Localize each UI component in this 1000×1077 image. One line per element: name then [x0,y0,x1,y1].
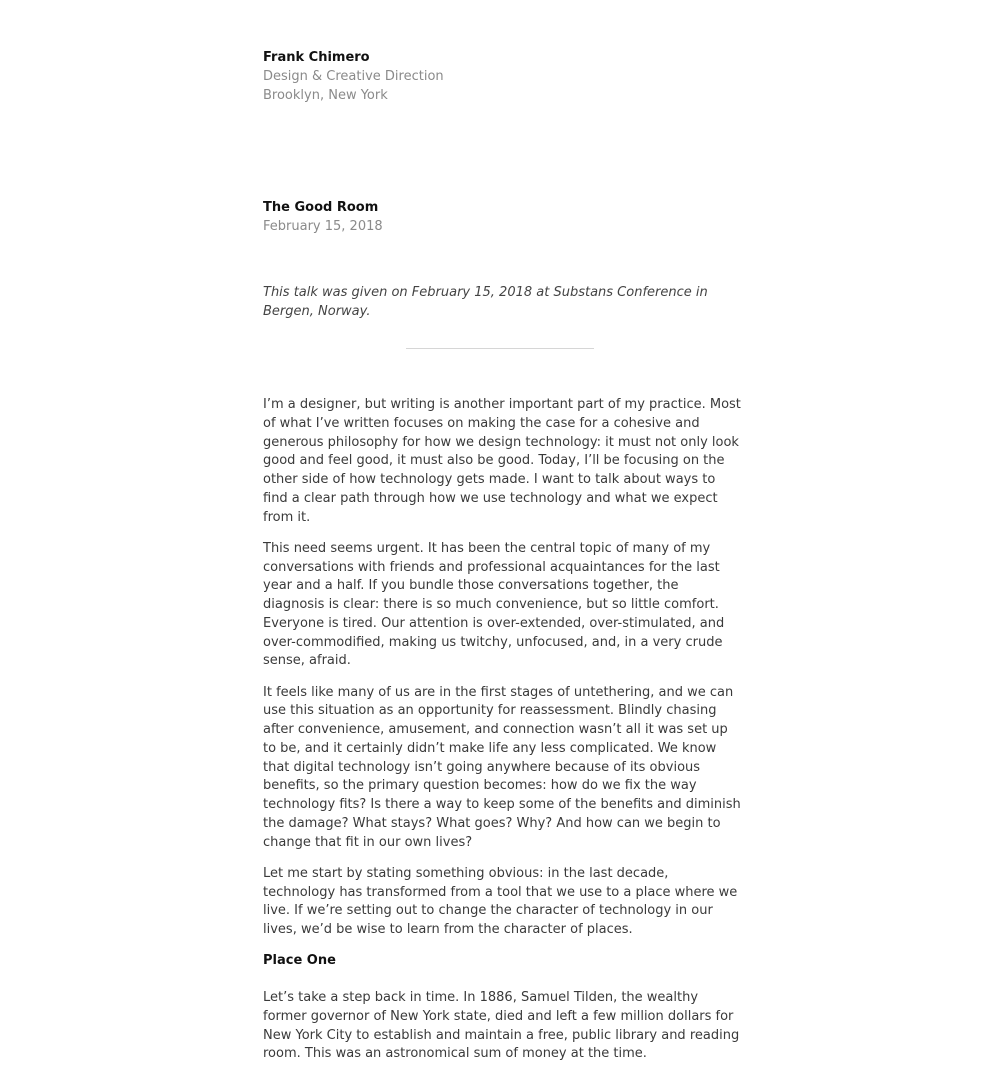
author-name[interactable]: Frank Chimero [263,50,370,65]
body-paragraph: Let me start by stating something obvious: in the last decade, technology has transformed from a tool that we use to a place where we live. If we’re setting out to change the character of technology in our lives, we’d be wise to learn from the character of places. [263,865,738,937]
section-divider [406,348,594,349]
body-paragraph: Let’s take a step back in time. In 1886, Samuel Tilden, the wealthy former governor of New York state, died and left a few million dollars for New York City to establish and maintain a free, public library and reading room. This was an astronomical sum of money at the time. [263,990,740,1062]
article-date: February 15, 2018 [263,219,383,234]
body-paragraph: This need seems urgent. It has been the central topic of many of my conversations with friends and professional acquaintances for the last year and a half. If you bundle those conversations together, the diagnosis is clear: there is so much convenience, but so little comfort. Everyone is tired. Our attention is over-extended, over-stimulated, and over-commodified, making us twitchy, unfocused, and, in a very crude sense, afraid. [263,540,725,669]
body-paragraph: It feels like many of us are in the first stages of untethering, and we can use this situation as an opportunity for reassessment. Blindly chasing after convenience, amusement, and connection wasn’t all it was set up to be, and it certainly didn’t make life any less complicated. We know that digital technology isn’t going anywhere because of its obvious benefits, so the primary question becomes: how do we fix the way technology fits? Is there a way to keep some of the benefits and diminish the damage? What stays? What goes? Why? And how can we begin to change that fit in our own lives? [263,684,741,850]
article-intro: This talk was given on February 15, 2018 at Substans Conference in Bergen, Norway. [263,285,708,319]
article-title: The Good Room [263,200,379,215]
body-paragraph: I’m a designer, but writing is another important part of my practice. Most of what I’ve written focuses on making the case for a cohesive and generous philosophy for how we design technology: it must not only look good and feel good, it must also be good. Today, I’ll be focusing on the other side of how technology gets made. I want to talk about ways to find a clear path through how we use technology and what we expect from it. [263,397,741,525]
author-location: Brooklyn, New York [263,88,388,103]
author-tagline: Design & Creative Direction [263,69,444,84]
section-heading: Place One [263,953,336,969]
site-header [263,48,741,105]
article-body [263,396,741,1077]
article-header [263,198,741,236]
